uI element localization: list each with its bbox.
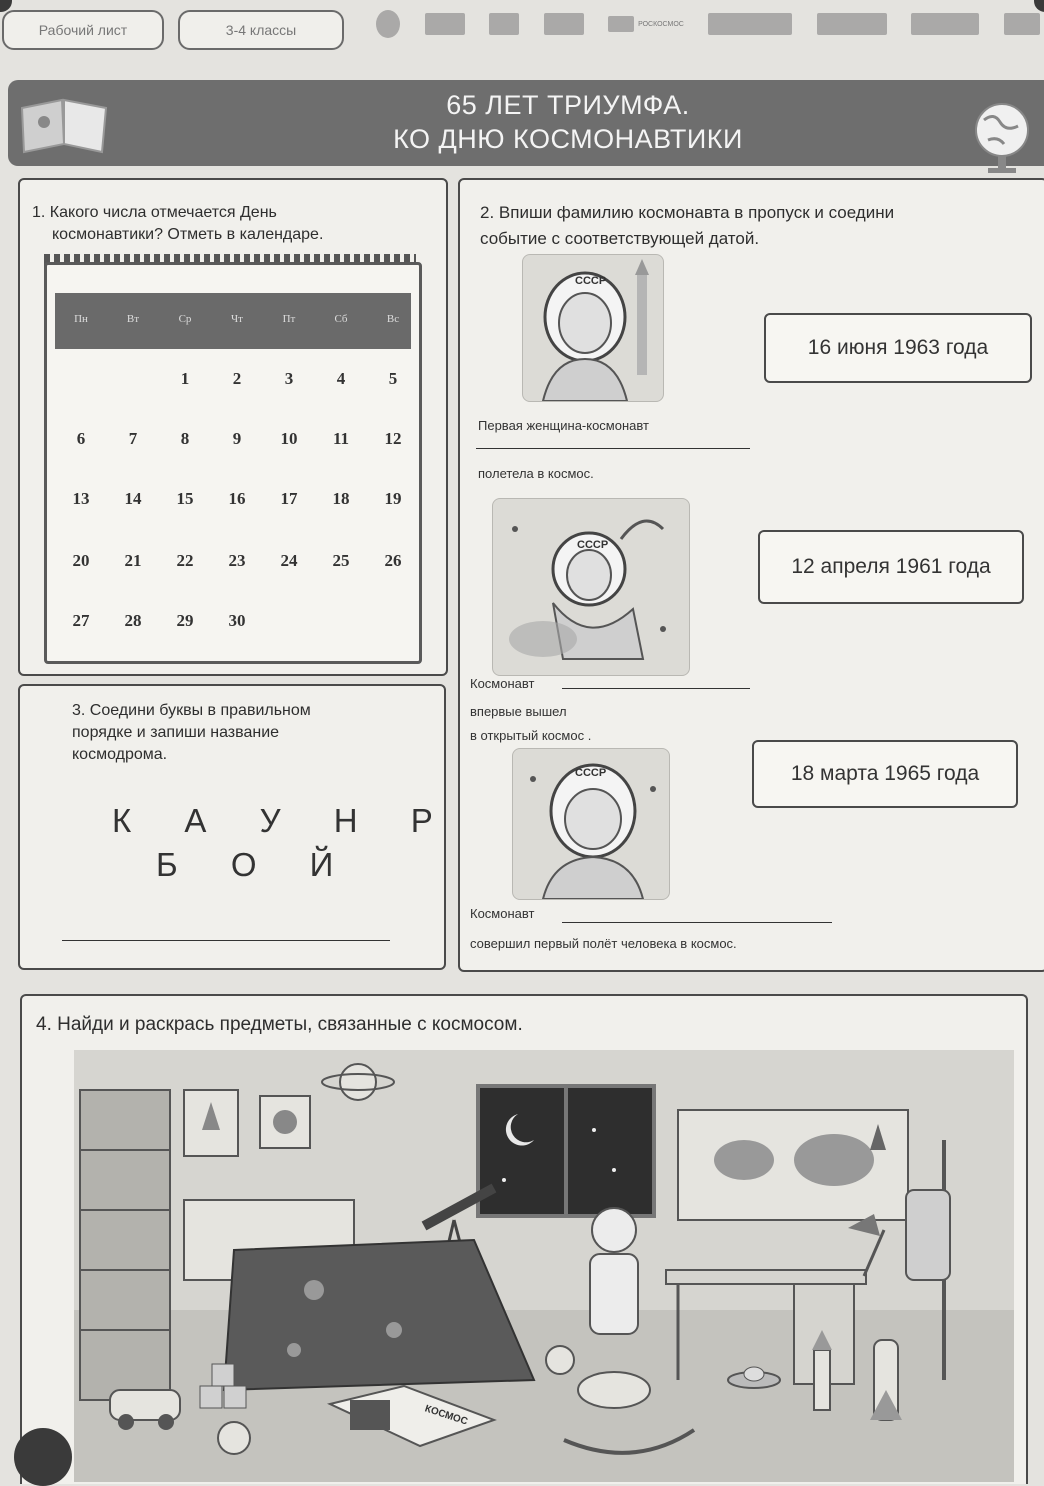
calendar-day[interactable]: 4 xyxy=(336,369,346,388)
grade-tag xyxy=(178,10,344,50)
calendar-day[interactable]: 21 xyxy=(124,551,142,570)
calendar-day[interactable]: 10 xyxy=(280,429,298,448)
sport-logo-icon xyxy=(489,13,519,35)
saturn-lamp-icon xyxy=(322,1064,394,1100)
calendar-day[interactable]: 24 xyxy=(280,551,298,570)
book-icon xyxy=(14,80,114,160)
surname-blank-3[interactable] xyxy=(562,922,832,923)
calendar-day[interactable]: 17 xyxy=(280,489,298,508)
calendar-day[interactable]: 30 xyxy=(228,611,246,630)
weekday-label: Пт xyxy=(282,313,296,325)
window-icon xyxy=(478,1086,654,1216)
question-4-text: 4. Найди и раскрась предметы, связанные с космосом. xyxy=(36,1014,523,1035)
calendar-day[interactable]: 3 xyxy=(284,369,294,388)
question-3-text xyxy=(72,700,311,766)
calendar-day[interactable]: 1 xyxy=(180,369,190,388)
calendar-day[interactable]: 19 xyxy=(384,489,402,508)
date-box-3-label: 18 марта 1965 года xyxy=(790,762,980,785)
calendar-day[interactable]: 12 xyxy=(384,429,402,448)
calendar-day[interactable]: 22 xyxy=(176,551,194,570)
calendar-day[interactable]: 15 xyxy=(176,489,194,508)
space-room-illustration xyxy=(74,1050,1014,1482)
calendar-weekday-header xyxy=(55,293,411,349)
page-title xyxy=(338,88,798,156)
worksheet-tag-label: Рабочий лист xyxy=(38,22,128,38)
calendar-day[interactable]: 8 xyxy=(180,429,190,448)
question-2-line2: событие с соответствующей датой. xyxy=(480,229,760,248)
calendar-day[interactable]: 29 xyxy=(176,611,194,630)
item-2-line3: в открытый космос . xyxy=(470,728,592,743)
cosmonaut-1-illustration xyxy=(522,254,664,402)
date-box-1[interactable] xyxy=(764,313,1032,383)
weekday-label: Сб xyxy=(334,313,348,325)
znanie-logo-icon xyxy=(817,13,887,35)
cosmonaut-2-illustration xyxy=(492,498,690,676)
calendar-day[interactable]: 23 xyxy=(228,551,246,570)
bed-icon xyxy=(184,1200,534,1390)
astronaut-kid-icon xyxy=(590,1208,638,1334)
date-box-3[interactable] xyxy=(752,740,1018,808)
roscosmos-logo-icon xyxy=(608,16,634,32)
calendar-day[interactable]: 27 xyxy=(72,611,90,630)
item-2-line2: впервые вышел xyxy=(470,704,567,719)
room-scene xyxy=(74,1050,1014,1482)
emblem-logo-icon xyxy=(376,10,400,38)
roscosmos-logo xyxy=(608,16,684,32)
desk-lamp-icon xyxy=(848,1214,884,1276)
letters-row-2: Б О Й xyxy=(156,846,356,883)
grade-tag-label: 3-4 классы xyxy=(225,22,297,38)
punch-hole xyxy=(14,1428,72,1486)
roscosmos-logo-text: РОСКОСМОС xyxy=(638,20,684,28)
calendar-day[interactable]: 16 xyxy=(228,489,246,508)
date-box-2[interactable] xyxy=(758,530,1024,604)
surname-blank-2[interactable] xyxy=(562,688,750,689)
item-3-line1: Космонавт xyxy=(470,906,535,921)
cosmonaut-spacewalk-icon xyxy=(493,499,689,675)
world-map-icon xyxy=(678,1110,908,1220)
calendar-day[interactable]: 6 xyxy=(76,429,86,448)
item-2-line1: Космонавт xyxy=(470,676,535,691)
page-title-line1: 65 ЛЕТ ТРИУМФА. xyxy=(446,90,690,120)
extra-logo-icon xyxy=(1004,13,1040,35)
calendar-day[interactable]: 25 xyxy=(332,551,350,570)
book-label: КОСМОС xyxy=(423,1403,469,1428)
calendar-day[interactable]: 5 xyxy=(388,369,398,388)
helmet-label: СССР xyxy=(575,275,607,287)
space-shuttle-icon xyxy=(870,1340,902,1420)
calendar-day[interactable]: 18 xyxy=(332,489,350,508)
weekday-label: Пн xyxy=(74,313,88,325)
calendar-day[interactable]: 28 xyxy=(124,611,142,630)
question-2-line1: 2. Впиши фамилию космонавта в пропуск и соедини xyxy=(480,203,895,222)
cosmonaut-3-illustration xyxy=(512,748,670,900)
calendar xyxy=(44,262,422,664)
calendar-day[interactable]: 20 xyxy=(72,551,90,570)
helmet-label: СССР xyxy=(577,539,609,551)
calendar-day[interactable]: 9 xyxy=(232,429,242,448)
calendar-day[interactable]: 2 xyxy=(232,369,242,388)
question-3-line3: космодрома. xyxy=(72,746,168,763)
razgovory-logo-icon xyxy=(911,13,979,35)
partner-logos xyxy=(376,6,1040,42)
ministry-logo-icon xyxy=(425,13,465,35)
org-logo-icon xyxy=(544,13,584,35)
page-title-line2: КО ДНЮ КОСМОНАВТИКИ xyxy=(393,124,743,154)
item-1-line1: Первая женщина-космонавт xyxy=(478,418,649,433)
question-3-line1: 3. Соедини буквы в правильном xyxy=(72,702,311,719)
weekday-label: Вс xyxy=(386,313,400,325)
rocket-poster-icon xyxy=(184,1090,238,1156)
worksheet-tag xyxy=(2,10,164,50)
date-box-2-label: 12 апреля 1961 года xyxy=(791,555,991,578)
bookshelf-icon xyxy=(80,1090,170,1400)
globe-icon xyxy=(970,98,1034,178)
weekday-label: Чт xyxy=(231,313,243,325)
answer-blank[interactable] xyxy=(62,940,390,941)
letters-row-1: К А У Н Р xyxy=(112,802,455,839)
calendar-day[interactable]: 11 xyxy=(332,429,350,448)
question-1-text xyxy=(32,202,323,246)
calendar-day[interactable]: 26 xyxy=(384,551,402,570)
question-2-text xyxy=(480,200,894,252)
question-3-line2: порядке и запиши название xyxy=(72,724,280,741)
question-1-line2: космонавтики? Отметь в календаре. xyxy=(52,226,324,243)
calendar-day[interactable]: 14 xyxy=(124,489,142,508)
weekday-label: Ср xyxy=(178,313,192,325)
ball-icon xyxy=(218,1422,250,1454)
calendar-day[interactable]: 13 xyxy=(72,489,90,508)
planet-poster-icon xyxy=(260,1096,310,1148)
museum-logo-icon xyxy=(708,13,792,35)
surname-blank-1[interactable] xyxy=(476,448,750,449)
item-3-line2: совершил первый полёт человека в космос. xyxy=(470,936,737,951)
item-1-line2: полетела в космос. xyxy=(478,466,594,481)
date-box-1-label: 16 июня 1963 года xyxy=(807,336,989,359)
helmet-label: СССР xyxy=(575,767,607,779)
weekday-label: Вт xyxy=(126,313,140,325)
question-1-line1: 1. Какого числа отмечается День xyxy=(32,204,277,221)
title-banner xyxy=(8,80,1044,166)
calendar-day[interactable]: 7 xyxy=(128,429,138,448)
